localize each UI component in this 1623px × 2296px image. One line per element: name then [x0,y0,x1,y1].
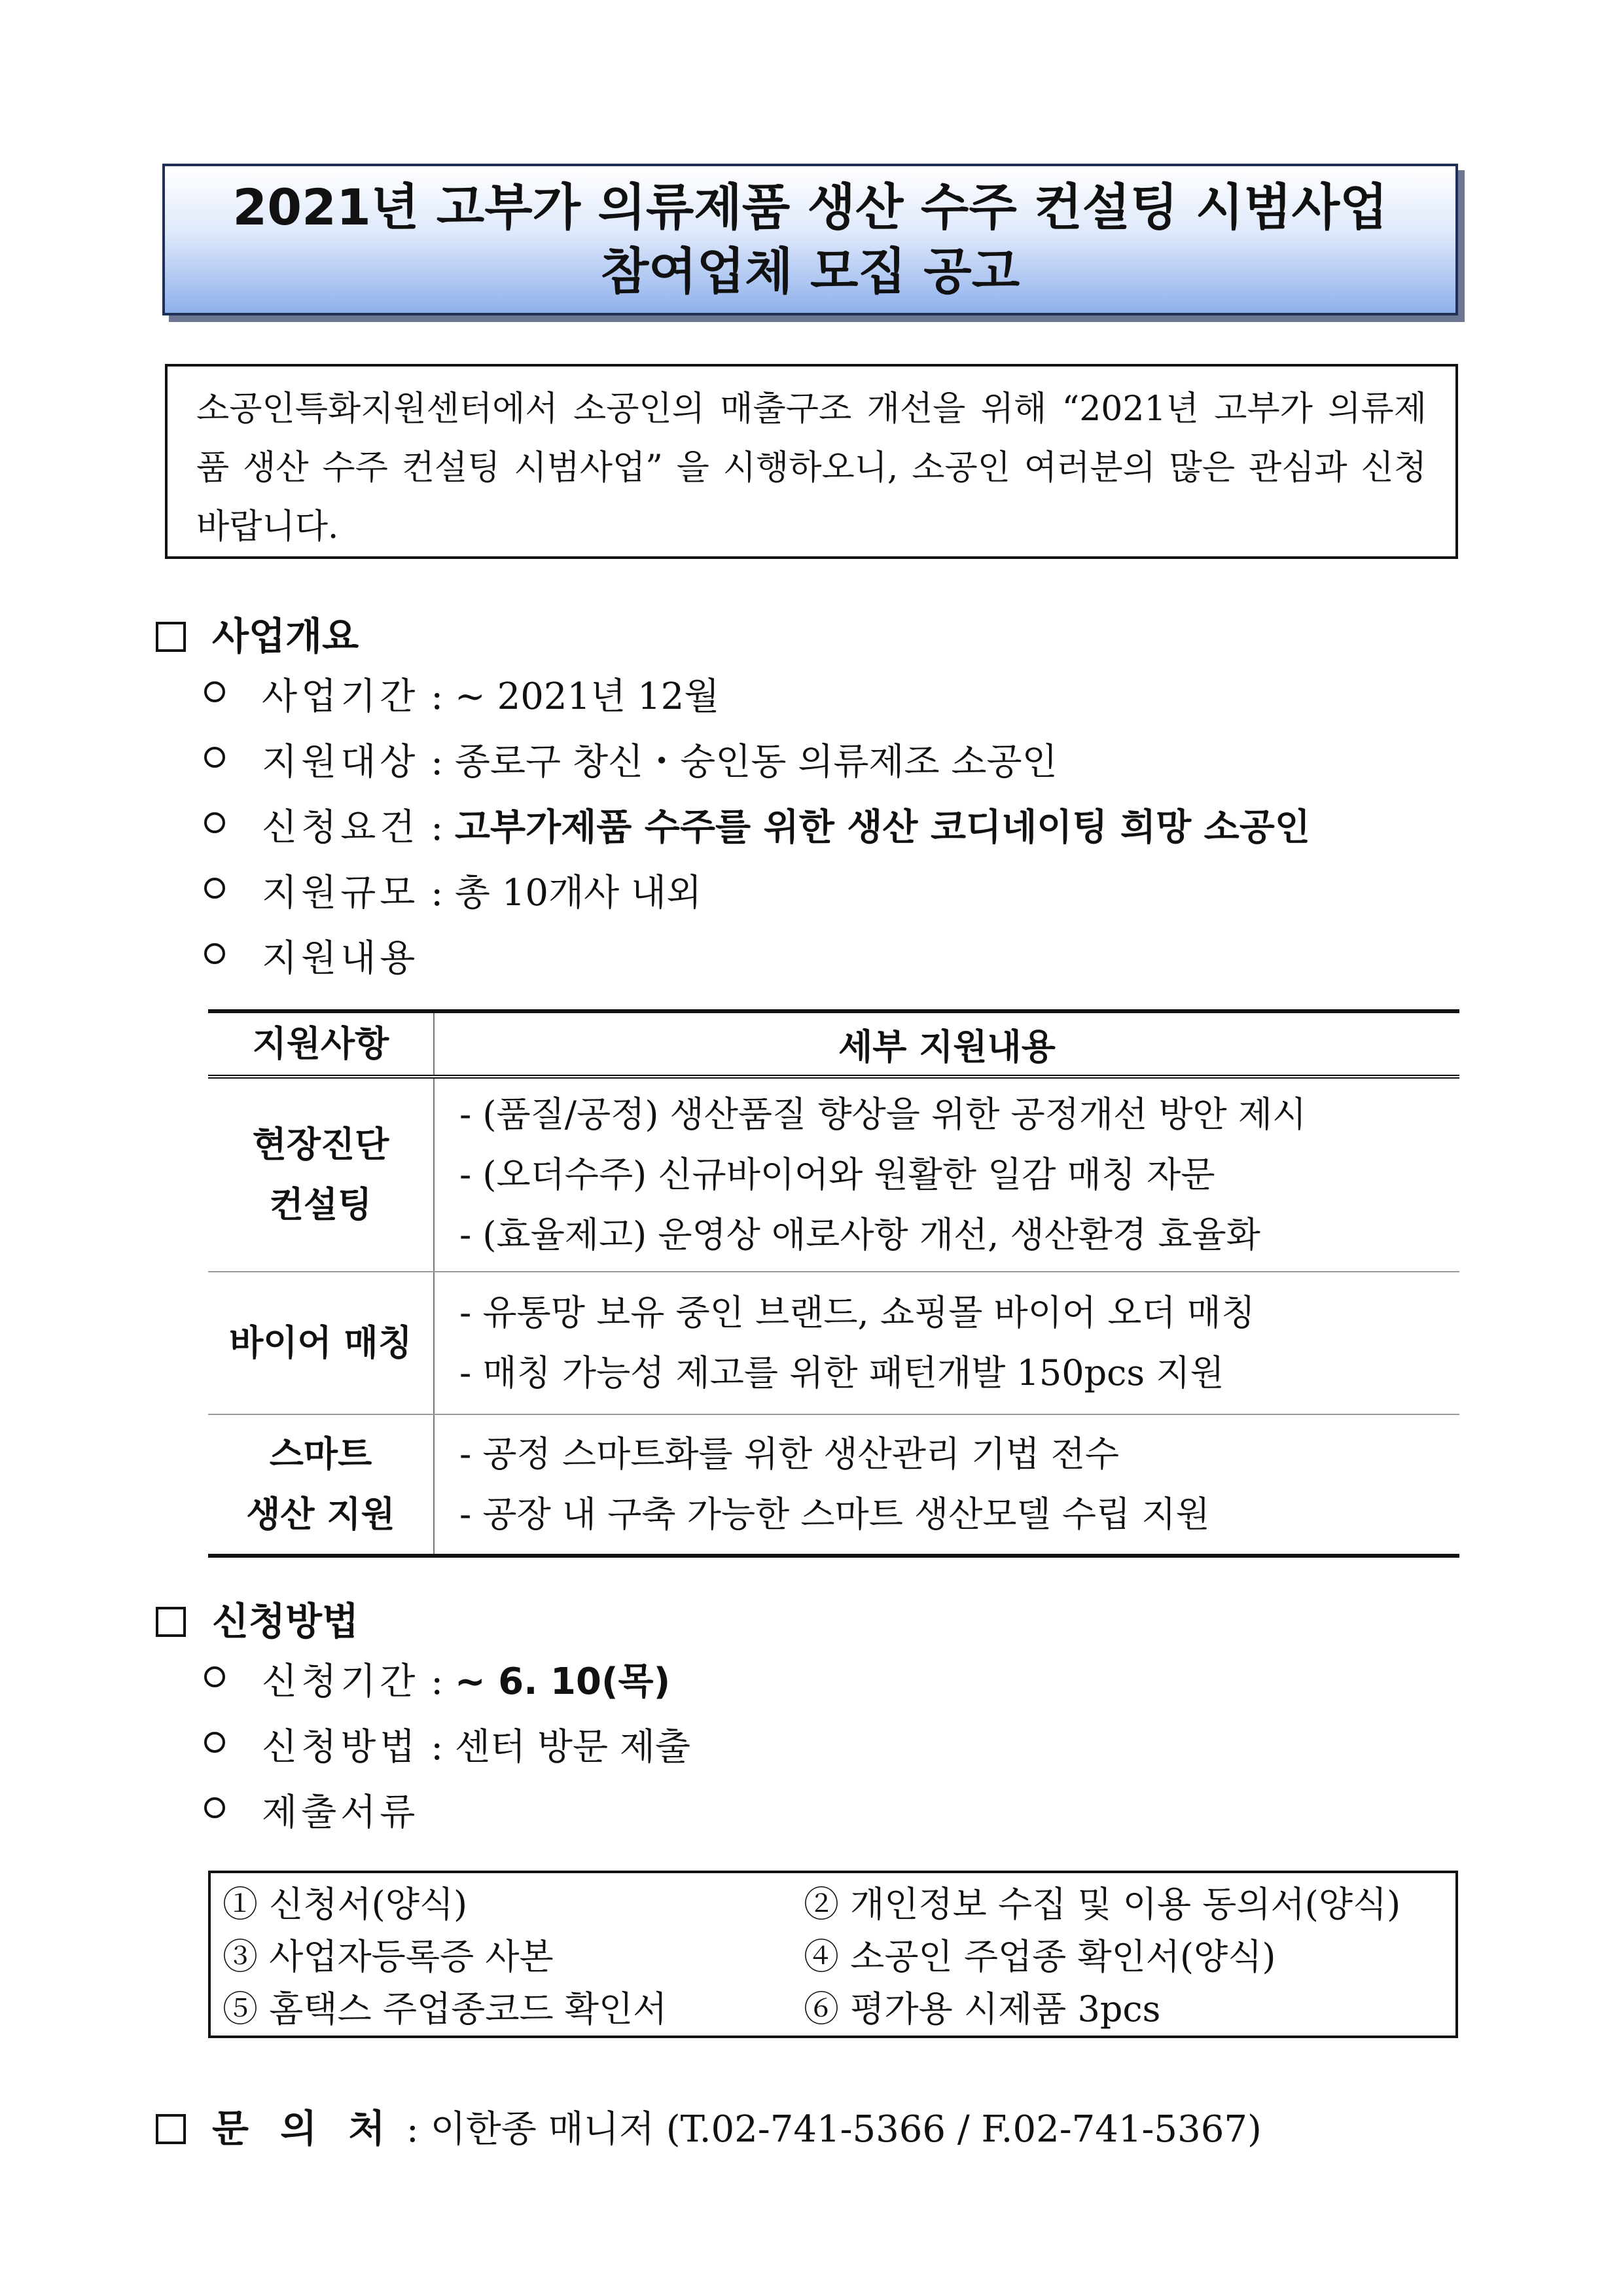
section-application-heading: 신청방법 [156,1590,359,1645]
table-cell-details: - 공정 스마트화를 위한 생산관리 기법 전수 - 공장 내 구축 가능한 스마트 생산모델 수립 지원 [434,1414,1459,1556]
notice-title-box [162,164,1458,315]
required-documents-box [208,1871,1458,2038]
intro-text: 소공인특화지원센터에서 소공인의 매출구조 개선을 위해 “2021년 고부가 의류제품 생산 수주 컨설팅 시범사업” 을 시행하오니, 소공인 여러분의 많은 관심과 신청 바랍니다. [196,389,1427,547]
checkbox-square-icon [156,1607,186,1637]
document-item: ② 개인정보 수집 및 이용 동의서(양식) [804,1884,1401,1925]
circle-bullet-icon [204,747,225,768]
contact-line [156,2098,1262,2153]
checkbox-square-icon [156,2114,186,2144]
checkbox-square-icon [156,622,186,652]
contact-label: 문 의 처 [212,2106,395,2151]
document-item: ⑥ 평가용 시제품 3pcs [804,1988,1161,2030]
document-item: ⑤ 홈택스 주업종코드 확인서 [223,1988,668,2030]
title-line-1: 2021년 고부가 의류제품 생산 수주 컨설팅 시범사업 [232,178,1388,236]
support-table [208,1009,1459,1558]
application-period: 신청기간 : ~ 6. 10(목) [204,1659,670,1705]
table-header-row [208,1011,1459,1077]
table-row [208,1272,1459,1414]
overview-scale: 지원규모 : 총 10개사 내외 [204,870,702,916]
table-cell-category: 스마트 생산 지원 [208,1414,434,1556]
circle-bullet-icon [204,878,225,899]
circle-bullet-icon [204,943,225,964]
document-item: ④ 소공인 주업종 확인서(양식) [804,1936,1276,1977]
table-cell-category: 바이어 매칭 [208,1272,434,1414]
section-overview-heading: 사업개요 [156,605,359,660]
circle-bullet-icon [204,1797,225,1818]
application-docs: 제출서류 [204,1790,419,1836]
table-row [208,1414,1459,1556]
application-method: 신청방법 : 센터 방문 제출 [204,1725,690,1770]
contact-value: : 이한종 매니저 (T.02-741-5366 / F.02-741-5367) [406,2108,1262,2151]
table-cell-details: - 유통망 보유 중인 브랜드, 쇼핑몰 바이어 오더 매칭 - 매칭 가능성 제고를 위한 패턴개발 150pcs 지원 [434,1272,1459,1414]
overview-content: 지원내용 [204,936,419,982]
table-header-details: 세부 지원내용 [434,1011,1459,1077]
table-cell-details: - (품질/공정) 생산품질 향상을 위한 공정개선 방안 제시 - (오더수주) 신규바이어와 원활한 일감 매칭 자문 - (효율제고) 운영상 애로사항 개선, 생산환경 효율화 [434,1077,1459,1272]
table-cell-category: 현장진단 컨설팅 [208,1077,434,1272]
circle-bullet-icon [204,1666,225,1687]
overview-target: 지원대상 : 종로구 창신・숭인동 의류제조 소공인 [204,740,1058,785]
overview-requirement: 신청요건 : 고부가제품 수주를 위한 생산 코디네이팅 희망 소공인 [204,805,1310,851]
title-line-2: 참여업체 모집 공고 [600,242,1020,300]
overview-period: 사업기간 : ~ 2021년 12월 [204,674,719,720]
table-header-category: 지원사항 [208,1011,434,1077]
document-item: ① 신청서(양식) [223,1884,468,1925]
document-item: ③ 사업자등록증 사본 [223,1936,554,1977]
circle-bullet-icon [204,1732,225,1753]
intro-box [165,364,1458,559]
circle-bullet-icon [204,812,225,833]
table-row [208,1077,1459,1272]
circle-bullet-icon [204,681,225,702]
